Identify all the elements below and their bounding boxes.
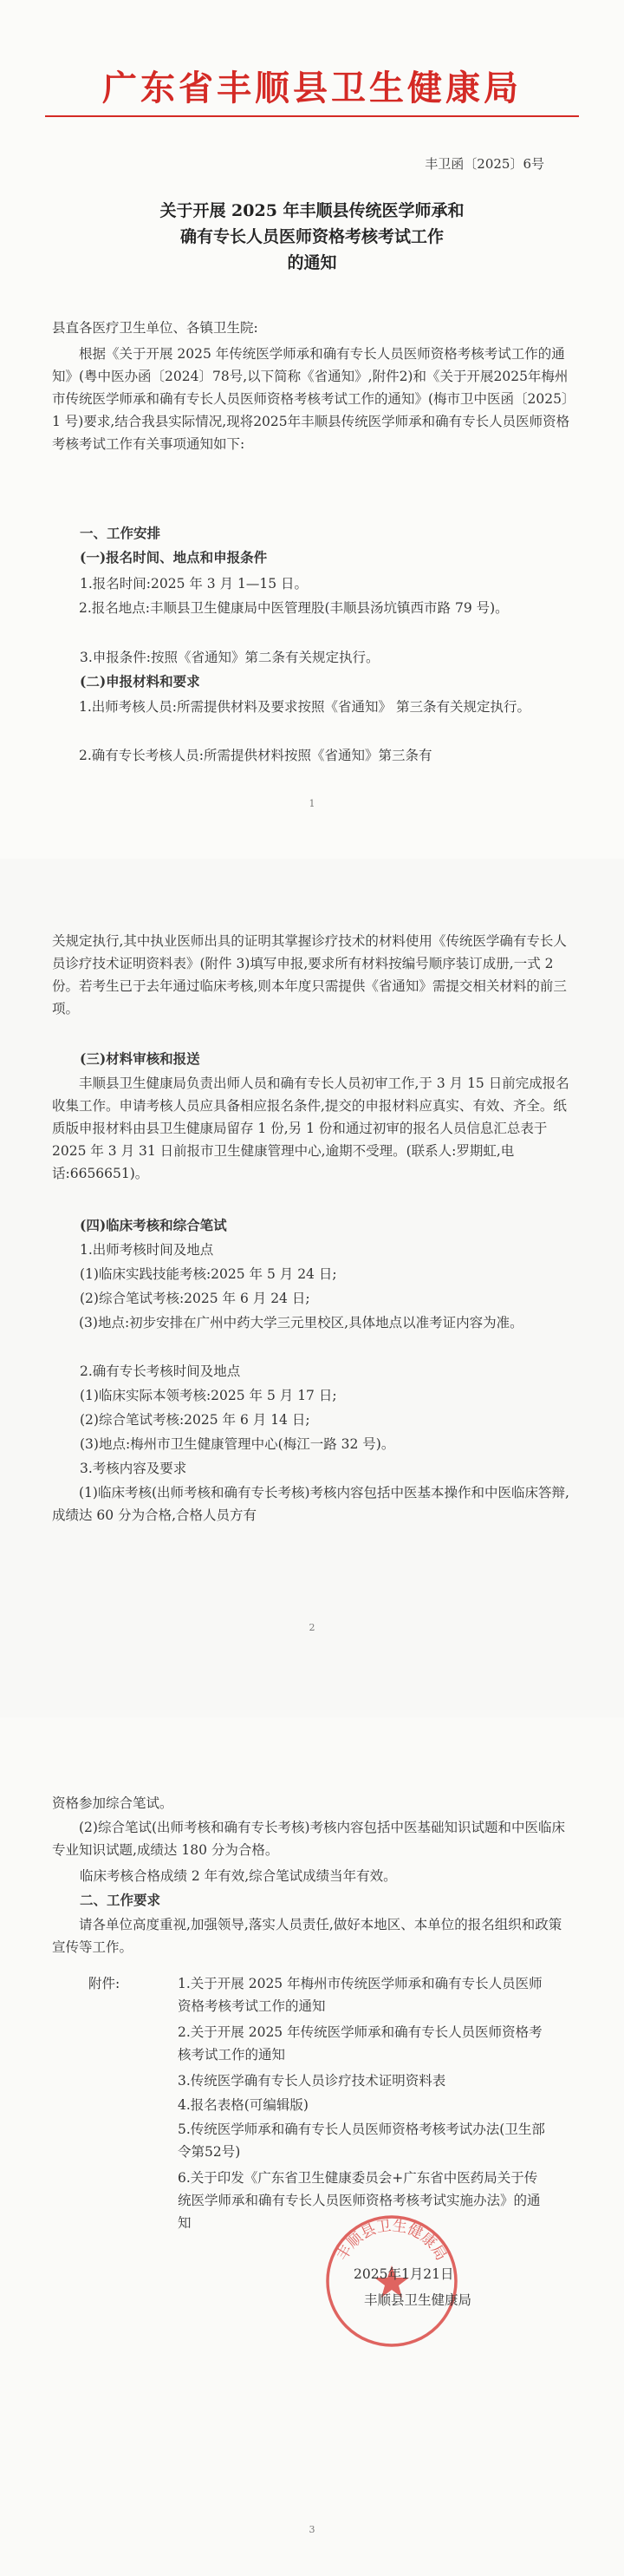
document-number: 丰卫函〔2025〕6号	[425, 156, 544, 172]
red-rule	[45, 115, 579, 117]
signing-organization: 丰顺县卫生健康局	[364, 2292, 472, 2308]
body-paragraph: 3.考核内容及要求	[80, 1461, 187, 1476]
page-number: 1	[309, 798, 315, 809]
attachment-item: 6.关于印发《广东省卫生健康委员会+广东省中医药局关于传统医学师承和确有专长人员医师资格考核考试实施办法》的通知	[178, 2170, 541, 2231]
body-paragraph: (1)临床考核(出师考核和确有专长考核)考核内容包括中医基本操作和中医临床答辩,成绩达 60 分为合格,合格人员方有	[52, 1485, 569, 1523]
subsection-heading: (四)临床考核和综合笔试	[80, 1217, 227, 1233]
body-paragraph: 2.确有专长考核人员:所需提供材料按照《省通知》第三条有	[79, 748, 432, 763]
body-paragraph: 2.确有专长考核时间及地点	[80, 1363, 241, 1379]
body-paragraph: (2)综合笔试考核:2025 年 6 月 24 日;	[80, 1291, 310, 1306]
body-paragraph: 3.申报条件:按照《省通知》第二条有关规定执行。	[80, 650, 380, 665]
attachment-item: 3.传统医学确有专长人员诊疗技术证明资料表	[178, 2073, 446, 2089]
document-title	[0, 198, 624, 276]
body-paragraph: 临床考核合格成绩 2 年有效,综合笔试成绩当年有效。	[80, 1868, 397, 1884]
body-paragraph: 1.出师考核时间及地点	[80, 1242, 214, 1258]
body-paragraph: (2)综合笔试考核:2025 年 6 月 14 日;	[80, 1412, 310, 1428]
body-paragraph: (3)地点:初步安排在广州中药大学三元里校区,具体地点以准考证内容为准。	[79, 1315, 523, 1330]
page-number: 3	[309, 2524, 315, 2535]
attachments-label: 附件:	[88, 1976, 120, 1991]
document-page-1	[0, 0, 624, 859]
attachment-item: 4.报名表格(可编辑版)	[178, 2097, 309, 2113]
body-paragraph: 丰顺县卫生健康局负责出师人员和确有专长人员初审工作,于 3 月 15 日前完成报名收集工作。申请考核人员应具备相应报名条件,提交的申报材料应真实、有效、齐全。纸质版申报材料由县卫生健康局留存 1 份,另 1 份和通过初审的报名人员信息汇总表于 2025 年 3 月 31 日前报市卫生健康管理中心,逾期不受理。(联系人:罗期虹,电话:6656651)。	[52, 1076, 569, 1181]
body-paragraph: 2.报名地点:丰顺县卫生健康局中医管理股(丰顺县汤坑镇西市路 79 号)。	[79, 600, 509, 616]
body-paragraph: (3)地点:梅州市卫生健康管理中心(梅江一路 32 号)。	[80, 1436, 395, 1452]
seal-text: 丰顺县卫生健康局	[334, 2217, 450, 2264]
body-paragraph: 1.出师考核人员:所需提供材料及要求按照《省通知》 第三条有关规定执行。	[79, 699, 530, 715]
body-paragraph: 请各单位高度重视,加强领导,落实人员责任,做好本地区、本单位的报名组织和政策宣传等工作。	[52, 1917, 562, 1955]
body-paragraph: 关规定执行,其中执业医师出具的证明其掌握诊疗技术的材料使用《传统医学确有专长人员诊疗技术证明资料表》(附件 3)填写申报,要求所有材料按编号顺序装订成册,一式 2 份。若考生已于去年通过临床考核,则本年度只需提供《省通知》需提交相关材料的前三项。	[52, 933, 567, 1017]
body-paragraph: (1)临床实践技能考核:2025 年 5 月 24 日;	[80, 1266, 337, 1282]
body-paragraph: (2)综合笔试(出师考核和确有专长考核)考核内容包括中医基础知识试题和中医临床专业知识试题,成绩达 180 分为合格。	[52, 1820, 566, 1858]
page-number: 2	[309, 1622, 315, 1633]
section-heading: 一、工作安排	[80, 526, 161, 541]
addressee: 县直各医疗卫生单位、各镇卫生院:	[52, 320, 258, 336]
attachment-item: 5.传统医学师承和确有专长人员医师资格考核考试办法(卫生部令第52号)	[178, 2122, 545, 2160]
title-line: 的通知	[287, 253, 337, 272]
attachment-item: 2.关于开展 2025 年传统医学师承和确有专长人员医师资格考核考试工作的通知	[178, 2024, 543, 2063]
title-line: 确有专长人员医师资格考核考试工作	[179, 227, 444, 246]
intro-paragraph: 根据《关于开展 2025 年传统医学师承和确有专长人员医师资格考核考试工作的通知》(粤中医办函〔2024〕78号,以下简称《省通知》,附件2)和《关于开展2025年梅州市传统医学师承和确有专长人员医师资格考核考试工作的通知》(梅市卫中医函〔2025〕1 号)要求,结合我县实际情况,现将2025年丰顺县传统医学师承和确有专长人员医师资格考核考试工作有关事项通知如下:	[52, 346, 570, 452]
issue-date: 2025年1月21日	[354, 2266, 454, 2282]
body-paragraph: (1)临床实际本领考核:2025 年 5 月 17 日;	[80, 1388, 337, 1403]
document-page-3	[0, 1717, 624, 2576]
subsection-heading: (一)报名时间、地点和申报条件	[80, 549, 268, 566]
subsection-heading: (二)申报材料和要求	[80, 673, 200, 690]
svg-text:丰顺县卫生健康局	[334, 2218, 450, 2264]
section-heading: 二、工作要求	[80, 1893, 161, 1908]
attachment-item: 1.关于开展 2025 年梅州市传统医学师承和确有专长人员医师资格考核考试工作的通知	[178, 1976, 543, 2014]
document-page-2	[0, 859, 624, 1717]
org-header: 广东省丰顺县卫生健康局	[102, 69, 522, 108]
title-line: 关于开展 2025 年丰顺县传统医学师承和	[159, 201, 465, 220]
body-paragraph: 1.报名时间:2025 年 3 月 1—15 日。	[80, 576, 309, 592]
body-paragraph: 资格参加综合笔试。	[52, 1795, 173, 1811]
subsection-heading: (三)材料审核和报送	[80, 1050, 200, 1067]
